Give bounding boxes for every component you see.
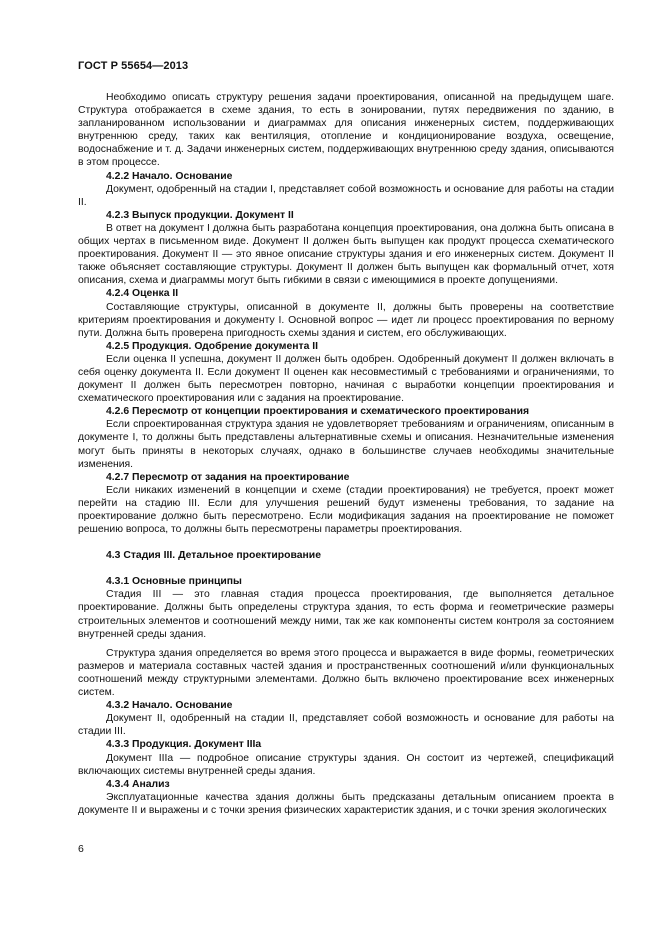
- section-heading: 4.3.4 Анализ: [106, 778, 170, 790]
- paragraph: Составляющие структуры, описанной в документе II, должны быть проверены на соответствие критериям проектирования и документу I. Основной вопрос — идет ли процесс проектирования по верному пути. Должна быть проверена пригодность схемы здания и систем, его обслуживающих.: [78, 301, 614, 339]
- paragraph: Если оценка II успешна, документ II должен быть одобрен. Одобренный документ II должен включать в себя оценку документа II. Если документ II оценен как несовместимый с требованиями и ограничениями, то документ II должен быть пересмотрен повторно, начиная с выработки концепции проектирования и схематического проектирования или с задания на проектирование.: [78, 353, 614, 405]
- section-heading: 4.3.1 Основные принципы: [106, 576, 242, 588]
- document-body: [78, 91, 614, 817]
- section-heading: 4.2.4 Оценка II: [106, 288, 179, 300]
- paragraph: Документ IIIa — подробное описание структуры здания. Он состоит из чертежей, спецификаций включающих системы внутренней среды здания.: [78, 752, 614, 777]
- paragraph: Эксплуатационные качества здания должны быть предсказаны детальным описанием проекта в документе II и выражены и с точки зрения физических характеристик здания, и с точки зрения экологических: [78, 791, 614, 816]
- paragraph: Если спроектированная структура здания не удовлетворяет требованиям и ограничениям, описанным в документе I, то должны быть представлены альтернативные схемы и описания. Незначительные изменения могут быть приняты в некоторых случаях, однако в большинстве случаев необходимы значительные изменения.: [78, 419, 614, 470]
- chapter-heading: 4.3 Стадия III. Детальное проектирование: [106, 550, 321, 562]
- page-number: 6: [78, 843, 84, 855]
- paragraph: Документ II, одобренный на стадии II, представляет собой возможность и основание для работы на стадии III.: [78, 713, 614, 738]
- paragraph: Документ, одобренный на стадии I, представляет собой возможность и основание для работы на стадии II.: [78, 183, 614, 208]
- section-heading: 4.2.2 Начало. Основание: [106, 170, 233, 182]
- section-heading: 4.2.5 Продукция. Одобрение документа II: [106, 340, 319, 352]
- section-heading: 4.3.2 Начало. Основание: [106, 700, 233, 712]
- section-heading: 4.2.3 Выпуск продукции. Документ II: [106, 209, 294, 221]
- paragraph: Если никаких изменений в концепции и схеме (стадии проектирования) не требуется, проект может перейти на стадию III. Если для улучшения решений будут изменены требования, то задание на проектирование должно быть пересмотрено. Если модификация задания на проектирование не поможет решению вопроса, то должны быть пересмотрены параметры проектирования.: [78, 484, 614, 536]
- paragraph: В ответ на документ I должна быть разработана концепция проектирования, она должна быть описана в общих чертах в письменном виде. Документ II должен быть выпущен как продукт процесса схематического проектирования. Документ II — это явное описание структуры здания и его инженерных систем. Документ II также объясняет составляющие структуры. Документ II должен быть выпущен как формальный отчет, хотя описания, схема и диаграммы могут быть гибкими в связи с имеющимися в проекте допущениями.: [78, 222, 614, 287]
- paragraph: Структура здания определяется во время этого процесса и выражается в виде формы, геометрических размеров и материала составных частей здания и пространственных соотношений и/или функциональных соотношений между структурными элементами. Должно быть включено проектирование всех инженерных систем.: [78, 647, 614, 699]
- paragraph: Стадия III — это главная стадия процесса проектирования, где выполняется детальное проектирование. Должны быть определены структура здания, то есть форма и геометрические размеры строительных элементов и соотношений между ними, так же как компоненты систем контроля за состоянием внутренней среды здания.: [78, 589, 614, 640]
- section-heading: 4.3.3 Продукция. Документ IIIa: [106, 739, 262, 751]
- section-heading: 4.2.6 Пересмотр от концепции проектирования и схематического проектирования: [106, 406, 530, 418]
- paragraph: Необходимо описать структуру решения задачи проектирования, описанной на предыдущем шаге. Структура отображается в схеме здания, то есть в зонировании, путях передвижения по зданию, в запланированном использовании и диаграммах для описания инженерных систем, поддерживающих внутреннюю среду, таких как вентиляция, отопление и кондиционирование воздуха, освещение, водоснабжение и т. д. Задачи инженерных систем, поддерживающих внутреннюю среду здания, описываются в этом процессе.: [78, 92, 614, 169]
- section-heading: 4.2.7 Пересмотр от задания на проектирование: [106, 471, 350, 483]
- document-header-id: ГОСТ Р 55654—2013: [78, 60, 189, 72]
